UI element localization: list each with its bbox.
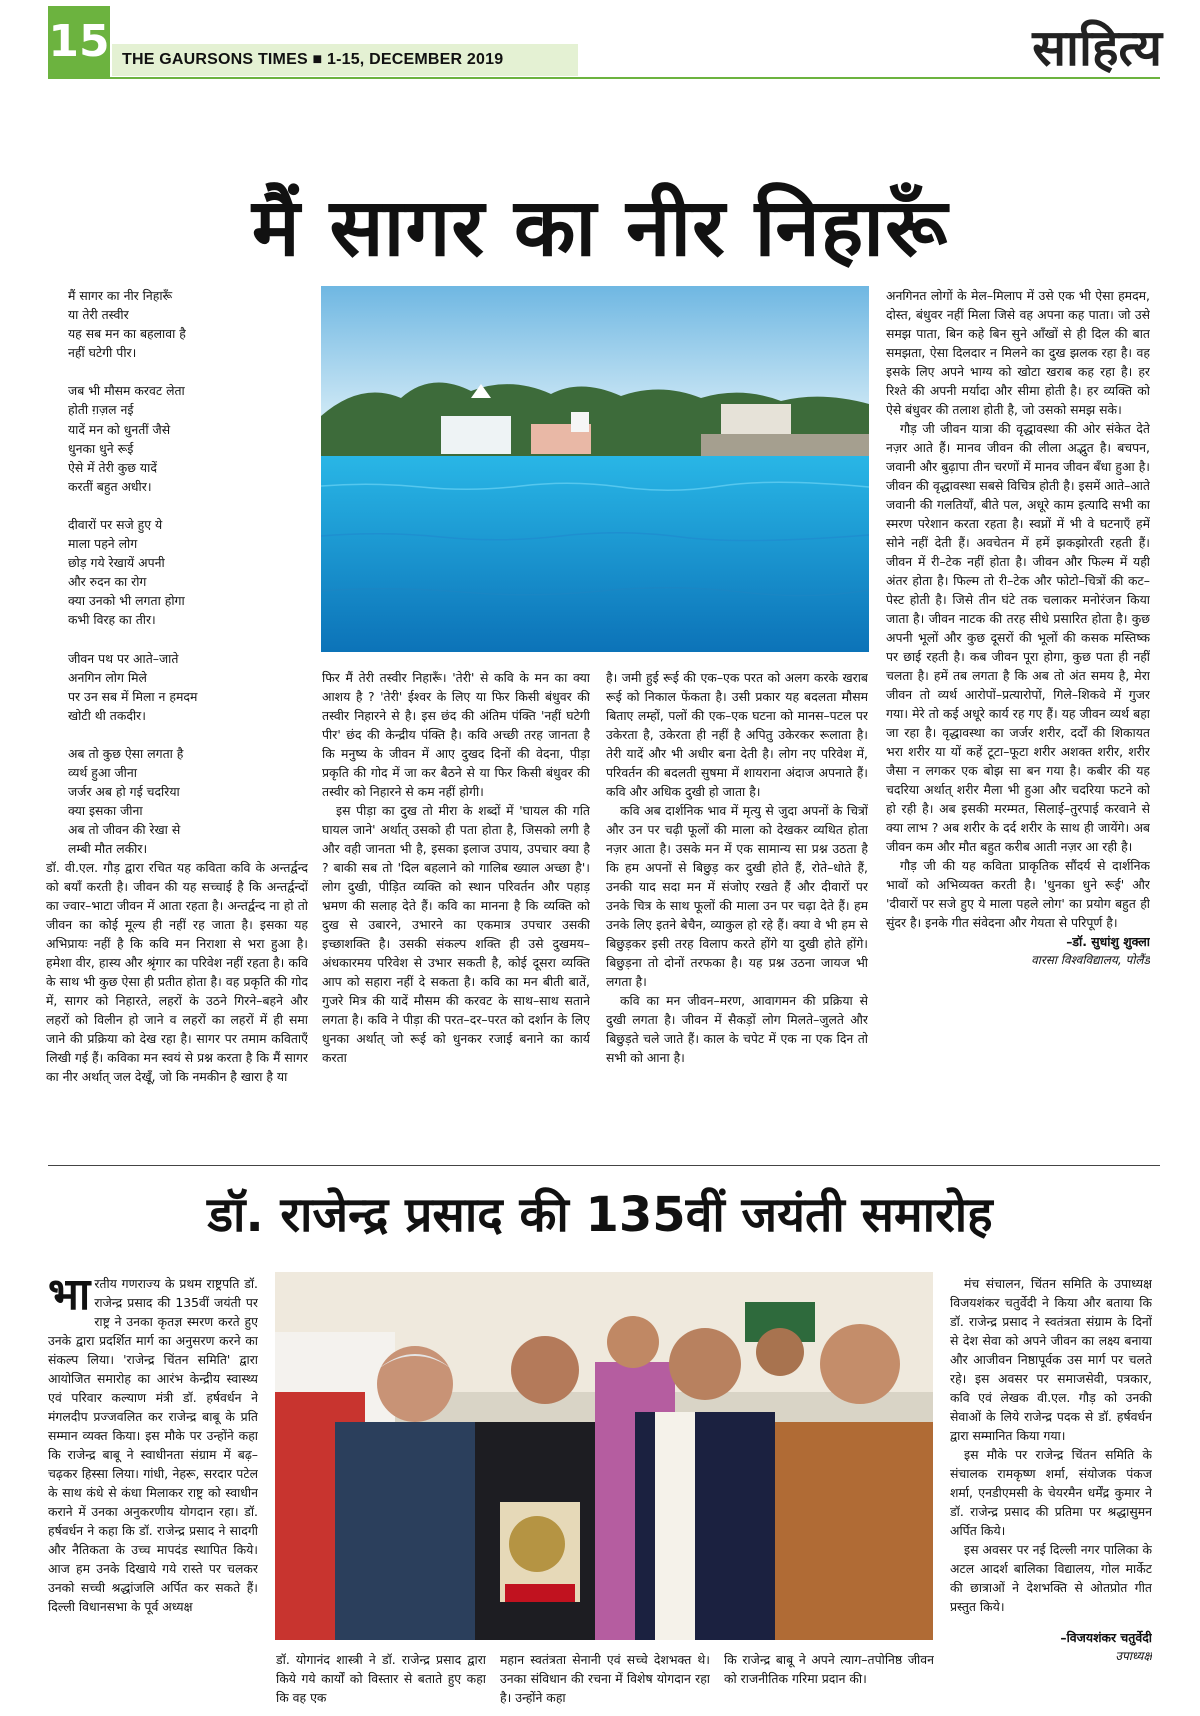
poem-stanza	[68, 286, 288, 362]
poem-line: धुनका धुने रूई	[68, 440, 134, 456]
story1-column-3	[606, 668, 868, 1148]
body-paragraph: रतीय गणराज्य के प्रथम राष्ट्रपति डॉ. राजेन्द्र प्रसाद की 135वीं जयंती पर राष्ट्र ने उनका कृतज्ञ स्मरण करते हुए उनके द्वारा प्रदर्शित मार्ग का अनुसरण करने का संकल्प लिया। 'राजेन्द्र चिंतन समिति' द्वारा आयोजित समारोह का आरंभ केन्द्रीय स्वास्थ्य एवं परिवार कल्याण मंत्री डॉ. हर्षवर्धन ने मंगलदीप प्रज्जवलित कर राजेन्द्र बाबू के प्रति सम्मान व्यक्त किया। इस मौके पर उन्होंने कहा कि राजेन्द्र बाबू ने स्वाधीनता संग्राम में बढ़–चढ़कर हिस्सा लिया। गांधी, नेहरू, सरदार पटेल के साथ कंधे से कंधा मिलाकर राष्ट्र को स्वाधीन कराने में उनका अनुकरणीय योगदान रहा। डॉ. हर्षवर्धन ने कहा कि डॉ. राजेन्द्र प्रसाद ने सादगी और नैतिकता के उच्च मापदंड स्थापित किये। आज हम उनके दिखाये गये रास्ते पर चलकर उनको सच्ची श्रद्धांजलि अर्पित कर सकते हैं। दिल्ली विधानसभा के पूर्व अध्यक्ष	[48, 1276, 258, 1614]
story2-column-5	[950, 1274, 1152, 1712]
lake-photo	[321, 286, 869, 652]
story2-column-3	[500, 1650, 710, 1712]
story1-column-4	[886, 286, 1150, 1136]
lake-with-temples-photo	[321, 286, 869, 652]
story1-column-2	[322, 668, 590, 1148]
poem-line: कभी विरह का तीर।	[68, 612, 156, 628]
body-paragraph: गौड़ जी की यह कविता प्राकृतिक सौंदर्य से दार्शनिक भावों को अभिव्यक्त करती है। 'धुनका धुने रूई' और 'दीवारों पर सजे हुए ये माला पहले लोग' का प्रयोग बहुत ही सुंदर है। इनके गीत संवेदना और गेयता से परिपूर्ण है।	[886, 858, 1150, 930]
poem-line: नहीं घटेगी पीर।	[68, 345, 137, 361]
body-paragraph: इस अवसर पर नई दिल्ली नगर पालिका के अटल आदर्श बालिका विद्यालय, गोल मार्केट की छात्राओं ने देशभक्ति से ओतप्रोत गीत प्रस्तुत किये।	[950, 1542, 1152, 1614]
poem-line: लम्बी मौत लकीर।	[68, 841, 148, 857]
poem-line: जीवन पथ पर आते–जाते	[68, 650, 179, 666]
story1-author: –डॉ. सुधांशु शुक्ला	[1066, 934, 1150, 949]
poem-line: यह सब मन का बहलावा है	[68, 326, 186, 342]
poem-line: दीवारों पर सजे हुए ये	[68, 516, 163, 532]
story1-column-1	[46, 858, 308, 1148]
body-paragraph: मंच संचालन, चिंतन समिति के उपाध्यक्ष विजयशंकर चतुर्वेदी ने किया और बताया कि डॉ. राजेन्द्र प्रसाद ने स्वतंत्रता संग्राम के दिनों से देश सेवा को अपने जीवन का लक्ष्य बनाया और आजीवन निष्ठापूर्वक उस मार्ग पर चलते रहे। इस अवसर पर समाजसेवी, पत्रकार, कवि एवं लेखक वी.एल. गौड़ को उनकी सेवाओं के लिये राजेन्द्र पदक से डॉ. हर्षवर्धन द्वारा सम्मानित किया गया।	[950, 1276, 1152, 1443]
story-separator	[48, 1165, 1160, 1166]
poem-line: खोटी थी तकदीर।	[68, 707, 146, 723]
body-paragraph: कवि अब दार्शनिक भाव में मृत्यु से जुदा अपनों के चित्रों और उन पर चढ़ी फूलों की माला को देखकर व्यथित होता नज़र आता है। उसके मन में एक सामान्य सा प्रश्न उठता है कि हम अपनों से बिछुड़ कर दुखी होते हैं, रोते–धोते हैं, उनकी याद सदा मन में संजोए रखते हैं और दीवारों पर उनके चित्र के साथ फूलों की माला उन पर चढ़ा देते हैं। हम उनके लिए इतने बेचैन, व्याकुल हो रहे हैं। क्या वे भी हम से बिछुड़कर इसी तरह विलाप करते होंगे या दुखी होते होंगे। बिछुड़ना तो दोनों तरफका है। यह प्रश्न उठना जायज भी लगता है।	[606, 803, 868, 989]
body-paragraph: डॉ. वी.एल. गौड़ द्वारा रचित यह कविता कवि के अन्तर्द्वन्द को बयाँ करती है। जीवन की यह सच्चाई है कि अन्तर्द्वन्दों का ज्वार–भाटा जीवन में आता रहता है। अन्तर्द्वन्द ना हो तो जीवन का कोई मूल्य ही नहीं रह जाता है। इसका यह अभिप्रायः नहीं है कि कवि मन निराशा से भरा हुआ है। हमेशा वीर, हास्य और श्रृंगार का परिवेश नहीं रहता है। कवि के साथ भी कुछ ऐसा ही प्रतीत होता है। वह प्रकृति की गोद में, सागर को निहारते, लहरों के उठने गिरने–बहने और लहरों को विलीन हो जाने व लहरों का लहरों में ही समा जाने की प्रक्रिया को देख रहा है। सागर पर तमाम कविताएँ लिखी गई हैं। कविका मन स्वयं से प्रश्न करता है कि मैं सागर का नीर अर्थात् जल देखूँ, जो कि नमकीन है खारा है या	[46, 860, 308, 1084]
poem-line: व्यर्थ हुआ जीना	[68, 764, 137, 780]
poem-line: अब तो जीवन की रेखा से	[68, 822, 181, 838]
poem-line: होती ग़ज़ल नई	[68, 402, 134, 418]
story2-column-1	[48, 1274, 258, 1712]
story2-author: –विजयशंकर चतुर्वेदी	[1060, 1630, 1152, 1645]
body-paragraph: कि राजेन्द्र बाबू ने अपने त्याग–तपोनिष्ठ जीवन को राजनीतिक गरिमा प्रदान की।	[724, 1652, 934, 1686]
story2-column-4	[724, 1650, 934, 1712]
body-paragraph: कवि का मन जीवन–मरण, आवागमन की प्रक्रिया से दुखी लगता है। जीवन में सैकड़ों लोग मिलते–जुलते और बिछुड़ते चले जाते हैं। काल के चपेट में एक ना एक दिन तो सभी को आना है।	[606, 993, 868, 1065]
poem	[68, 286, 288, 858]
poem-line: जर्जर अब हो गई चदरिया	[68, 784, 180, 800]
poem-line: क्या इसका जीना	[68, 803, 143, 819]
poem-line: छोड़ गये रेखायें अपनी	[68, 555, 165, 571]
poem-line: या तेरी तस्वीर	[68, 307, 129, 323]
poem-stanza	[68, 515, 288, 630]
story1-author-affiliation: वारसा विश्वविद्यालय, पोलैंड	[1031, 953, 1150, 967]
poem-stanza	[68, 649, 288, 725]
masthead: THE GAURSONS TIMES ■ 1-15, DECEMBER 2019	[112, 44, 578, 76]
body-paragraph: गौड़ जी जीवन यात्रा की वृद्धावस्था की ओर संकेत देते नज़र आते हैं। मानव जीवन की लीला अद्भुत है। बचपन, जवानी और बुढ़ापा तीन चरणों में मानव जीवन बँधा हुआ है। जीवन की वृद्धावस्था सबसे विचित्र होती है। इसमें आते–आते जवानी की गलतियाँ, बीते पल, अधूरे काम इत्यादि सभी का स्मरण परेशान करता रहता है। स्वप्नों में भी वे घटनाएँ हमें सोने नहीं देती हैं। अवचेतन में हमें झकझोरती रहती हैं। जीवन में री–टेक नहीं होता है। जीवन और फिल्म में यही अंतर होता है। फिल्म तो री–टेक और फोटो–चित्रों की कट–पेस्ट होती है। जिसे तीन घंटे तक चलाकर मनोरंजन किया जाता है। जीवन नाटक की तरह सीधे प्रसारित होता है। कुछ अपनी भूलों और कुछ दूसरों की भूलों की कसक मस्तिष्क पर छाई रहती है। कब जीवन पूरा होगा, कुछ पता ही नहीं चलता है। हमें तब लगता है कि अब तो अंत समय है, मेरा जीवन तो व्यर्थ आरोपों–प्रत्यारोपों, गिले–शिकवे में गुजर गया। मेरे तो कई अधूरे कार्य रह गए हैं। यह जीवन व्यर्थ बहा जा रहा है। वृद्धावस्था का जर्जर शरीर, दर्दों की शिकायत भरा शरीर या यों कहें टूटा–फूटा शरीर अशक्त शरीर, शरीर जैसा न लगकर एक बोझ सा बन गया है। कबीर की यह चदरिया अर्थात् शरीर मैला भी हुआ और चदरिया फटने को हो रही है। अब इसकी मरम्मत, सिलाई–तुरपाई करवाने से क्या लाभ ? अब शरीर के दर्द शरीर के साथ ही जायेंगे। अब जीवन कम और मौत बहुत करीब आती नज़र आ रही है।	[886, 421, 1150, 854]
drop-cap: भा	[48, 1274, 91, 1320]
body-paragraph: महान स्वतंत्रता सेनानी एवं सच्चे देशभक्त थे। उनका संविधान की रचना में विशेष योगदान रहा है। उन्होंने कहा	[500, 1652, 710, 1705]
poem-line: जब भी मौसम करवट लेता	[68, 383, 185, 399]
poem-line: करतीं बहुत अधीर।	[68, 478, 152, 494]
poem-line: माला पहने लोग	[68, 536, 138, 552]
poem-line: अब तो कुछ ऐसा लगता है	[68, 745, 184, 761]
body-paragraph: इस मौके पर राजेन्द्र चिंतन समिति के संचालक रामकृष्ण शर्मा, संयोजक पंकज शर्मा, एनडीएमसी के चेयरमैन धर्मेंद्र कुमार ने डॉ. राजेन्द्र प्रसाद की प्रतिमा पर श्रद्धासुमन अर्पित किये।	[950, 1447, 1152, 1538]
poem-line: मैं सागर का नीर निहारूँ	[68, 288, 173, 303]
body-paragraph: इस पीड़ा का दुख तो मीरा के शब्दों में 'घायल की गति घायल जाने' अर्थात् उसको ही पता होता है, जिसको लगी है और वही जानता भी है, इसका इलाज उपाय, उपचार क्या है ? बाकी सब तो 'दिल बहलाने को गालिब ख्याल अच्छा है'। लोग दुखी, पीड़ित व्यक्ति को स्थान परिवर्तन और पहाड़ भ्रमण की सलाह देते हैं। कवि का मानना है कि व्यक्ति को दुख से उबारने, उभारने का एकमात्र उपचार उसकी इच्छाशक्ति है। उसकी संकल्प शक्ति ही उसे दुखमय–अंधकारमय परिवेश से उभार सकती है, कोई दूसरा व्यक्ति आप को सहारा नहीं दे सकता है। कवि का मन बीती बातें, गुजरे मित्र की यादें मौसम की करवट के साथ–साथ सताने लगता है। कवि ने पीड़ा की परत–दर–परत को दर्शान के लिए धुनका अर्थात् जो रूई को धुनकर रजाई बनाने का कार्य करता	[322, 803, 590, 1065]
award-ceremony-photo	[275, 1272, 933, 1640]
award-photo	[275, 1272, 933, 1640]
poem-line: और रुदन का रोग	[68, 574, 147, 590]
story2-author-role: उपाध्यक्ष	[1115, 1649, 1152, 1663]
poem-line: यादें मन को धुनतीं जैसे	[68, 421, 171, 437]
body-paragraph: फिर मैं तेरी तस्वीर निहारूँ। 'तेरी' से कवि के मन का क्या आशय है ? 'तेरी' ईश्वर के लिए या फिर किसी बंधुवर की तस्वीर निहारने से है। इस छंद की अंतिम पंक्ति 'नहीं घटेगी पीर' छंद की केन्द्रीय पंक्ति है। कवि अच्छी तरह जानता है कि मनुष्य के जीवन में आए दुखद दिनों की वेदना, पीड़ा प्रकृति की गोद में जा कर बैठने से या फिर किसी बंधुवर की तस्वीर को निहारने से कम नहीं होगी।	[322, 670, 590, 799]
header-rule	[48, 77, 1160, 79]
poem-line: अनगिन लोग मिले	[68, 669, 147, 685]
poem-stanza	[68, 381, 288, 496]
poem-line: पर उन सब में मिला न हमदम	[68, 688, 198, 704]
page-number: 15	[48, 6, 110, 78]
poem-stanza	[68, 744, 288, 859]
poem-line: ऐसे में तेरी कुछ यादें	[68, 459, 157, 475]
story1-headline: मैं सागर का नीर निहारूँ	[251, 181, 949, 274]
body-paragraph: डॉ. योगानंद शास्त्री ने डॉ. राजेन्द्र प्रसाद द्वारा किये गये कार्यों को विस्तार से बताते हुए कहा कि वह एक	[276, 1652, 486, 1705]
story2-column-2	[276, 1650, 486, 1712]
poem-line: क्या उनको भी लगता होगा	[68, 593, 185, 609]
body-paragraph: है। जमी हुई रूई की एक–एक परत को अलग करके खराब रूई को निकाल फेंकता है। उसी प्रकार यह बदलता मौसम बिताए लम्हों, पलों की एक–एक घटना को मानस–पटल पर उकेरता है, उकेरता ही नहीं है अपितु उकेरकर रूलाता है। तेरी यादें और भी अधीर बना देती है। लोग नए परिवेश में, परिवर्तन की बदलती सुषमा में शायराना अंदाज अपनाते हैं। कवि और अधिक दुखी हो जाता है।	[606, 670, 868, 799]
body-paragraph: अनगिनत लोगों के मेल–मिलाप में उसे एक भी ऐसा हमदम, दोस्त, बंधुवर नहीं मिला जिसे वह अपना कह पाता। जो उसे समझ पाता, बिन कहे बिन सुने आँखों से ही दिल की बात समझता, ऐसा दिलदार न मिलने का दुख झलक रहा है। वह इसके लिए अपने भाग्य को खोटा खराब कह रहा है। हर रिश्ते की अपनी मर्यादा और सीमा होती है। हर व्यक्ति को ऐसे बंधुवर की तलाश होती है, जो उसको समझ सके।	[886, 288, 1150, 417]
section-label: साहित्य	[1032, 18, 1162, 77]
story2-headline: डॉ. राजेन्द्र प्रसाद की 135वीं जयंती समारोह	[207, 1187, 993, 1243]
